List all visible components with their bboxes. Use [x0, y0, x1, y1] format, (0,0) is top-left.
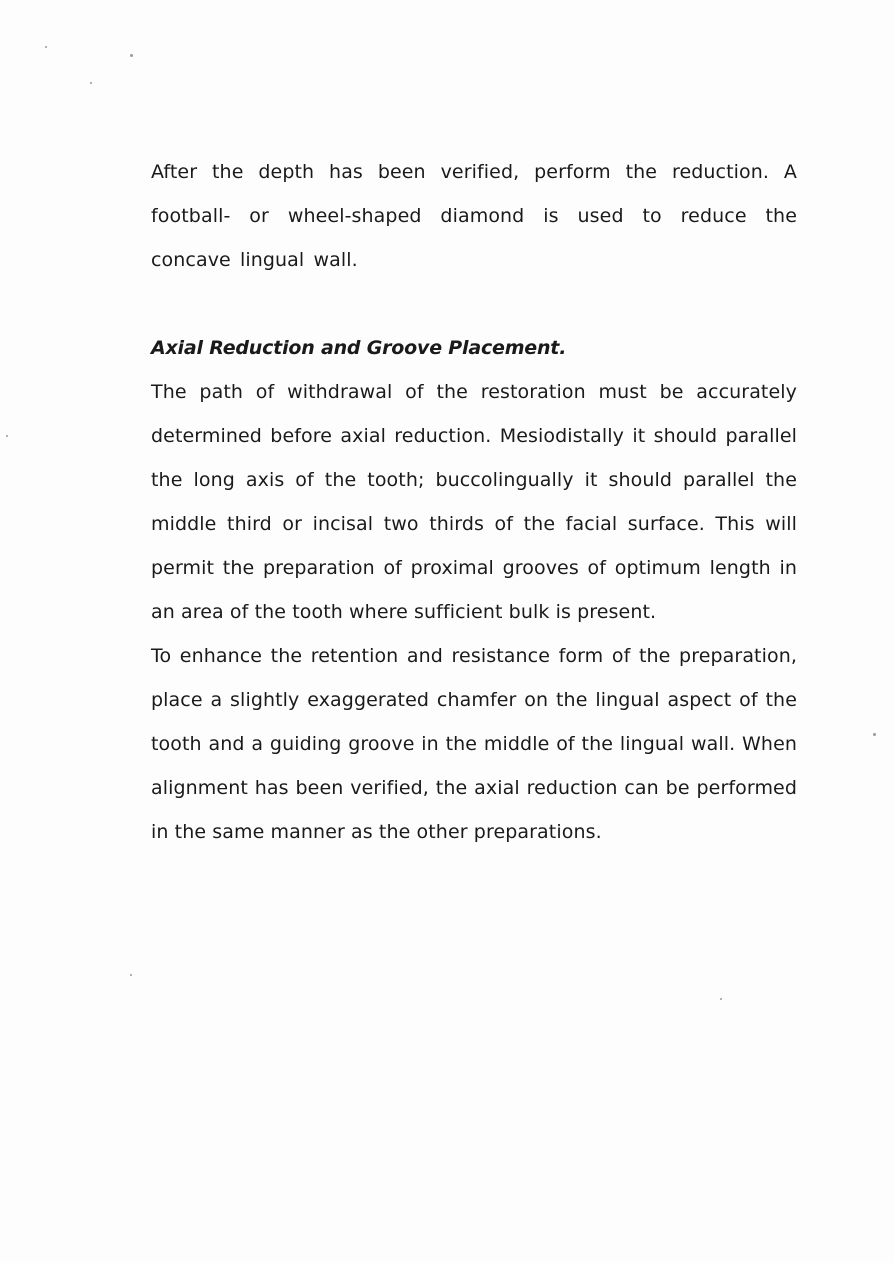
- scan-speck: [45, 46, 47, 48]
- scan-speck: [873, 733, 876, 736]
- path-of-withdrawal-paragraph: The path of withdrawal of the restoration must be accurately determined before axial reduction. Mesiodistally it should parallel the long axis of the tooth; buccolingually it should parallel the middle third or incisal two thirds of the facial surface. This will permit the preparation of proximal grooves of optimum length in an area of the tooth where sufficient bulk is present.: [151, 381, 797, 623]
- document-body: [151, 150, 797, 854]
- section-heading: Axial Reduction and Groove Placement.: [151, 337, 567, 359]
- retention-paragraph: To enhance the retention and resistance form of the preparation, place a slightly exaggerated chamfer on the lingual aspect of the tooth and a guiding groove in the middle of the lingual wall. When alignment has been verified, the axial reduction can be performed in the same manner as the other preparations.: [151, 645, 797, 843]
- scan-speck: [130, 54, 133, 57]
- scan-speck: [130, 974, 132, 976]
- scan-speck: [90, 82, 92, 84]
- intro-paragraph: After the depth has been verified, perform the reduction. A football- or wheel-shaped diamond is used to reduce the concave lingual wall.: [151, 161, 797, 271]
- scan-speck: [6, 435, 8, 437]
- scan-speck: [720, 998, 722, 1000]
